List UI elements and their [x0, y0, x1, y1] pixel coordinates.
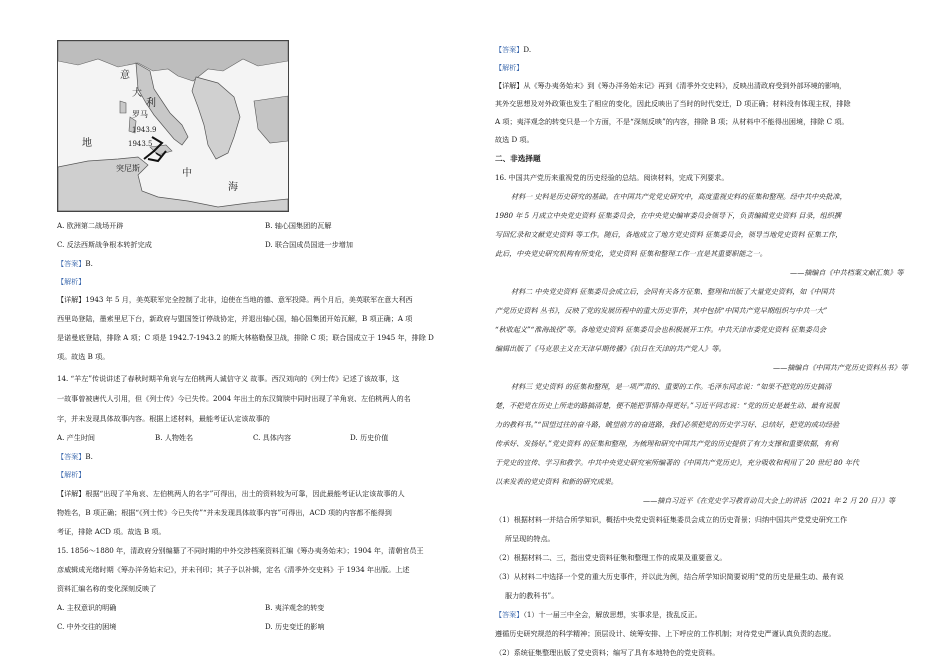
answer-tag: 【答案】 [57, 259, 86, 268]
q13-detail-line: 项。故选 B 项。 [57, 352, 110, 361]
material-1-source: ——摘编自《中共档案文献汇集》等 [790, 268, 904, 277]
q16-question-line: （1）根据材料一并结合所学知识，概括中央党史资料征集委员会成立的历史背景；归纳中国共产党党史研究工作 [495, 515, 848, 524]
q14-option-c: C. 具体内容 [253, 433, 292, 442]
material-2-line: 产党历史资料 丛书》，反映了党的发展历程中的重大历史事件，其中包括“中国共产党早期组织与中共一大” [495, 306, 828, 315]
q13-answer-value: B [85, 259, 91, 268]
q16-answer-line: 遵循历史研究规范的科学精神；顶层设计、统筹安排、上下呼应的工作机制；对待党史严谨认真负责的态度。 [495, 629, 836, 638]
map-label-di: 地 [82, 138, 92, 149]
map-label-rome: 罗马 [132, 110, 148, 119]
q14-detail-line: 考证，排除 ACD 项。故选 B 项。 [57, 527, 166, 536]
material-1-line: 1980 年 5 月成立中央党史资料 征集委员会，在中央党史编审委员会领导下，负责编辑党史资料 目录，组织撰 [495, 211, 841, 220]
material-3-line: 材料三 党史资料 的征集和整理，是一项严肃的、重要的工作。毛泽东同志说：“如果不把党的历史搞清 [511, 382, 832, 391]
q13-option-a: A. 欧洲第二战场开辟 [57, 221, 124, 230]
q13-detail-line: 是诺曼底登陆，排除 A 项；C 项是 1942.7-1943.2 的斯大林格勒保卫战，排除 C 项；联合国成立于 1945 年，排除 D [57, 333, 434, 342]
map-label-li: 利 [146, 98, 156, 109]
q14-stem-line: 一故事曾被唐代人引用，但《列士传》今已失传。2004 年出土的东汉简牍中同时出现了羊角哀、左伯桃两人的名 [57, 394, 411, 403]
q13-detail-line: 【详解】1943 年 5 月，美英联军完全控制了北非，迫使在当地的德、意军投降。两个月后，美英联军在意大利西 [57, 295, 413, 304]
q14-option-b: B. 人物姓名 [155, 433, 194, 442]
q13-option-d: D. 联合国成员国进一步增加 [265, 240, 353, 249]
material-2-line: 材料二 中央党史资料 征集委员会成立后，会同有关各方征集、整理和出版了大量党史资料，如《中国共 [511, 287, 835, 296]
material-2-line: “秋收起义”“淮海战役”等。各地党史资料 征集委员会也积极展开工作。中共天津市委党史资料 征集委员会 [495, 325, 827, 334]
q16-answer [495, 611, 702, 618]
q14-option-d: D. 历史价值 [350, 433, 389, 442]
q16-question-line: 服力的教科书”。 [505, 591, 559, 600]
q13-option-c: C. 反法西斯战争根本转折完成 [57, 240, 152, 249]
q14-stem-line: 14. “羊左”传说讲述了春秋时期羊角哀与左伯桃两人诚信守义 故事。西汉刘向的《列士传》记述了该故事，这 [57, 374, 400, 383]
q15-option-c: C. 中外交往的困境 [57, 622, 117, 631]
q14-analysis-tag: 【解析】 [57, 470, 86, 479]
map-label-tunisia: 突尼斯 [116, 164, 140, 173]
answer-tag: 【答案】 [57, 452, 86, 461]
q14-stem-line: 字，并未发现具体故事内容。根据上述材料，最能考证认定该故事的 [57, 414, 270, 423]
material-1-line: 写回忆录和文献党史资料 等工作。随后，各地成立了地方党史资料 征集委员会，领导当地党史资料 征集工作， [495, 230, 843, 239]
q15-answer-value: D [523, 45, 529, 54]
section-heading: 二、非选择题 [495, 154, 541, 163]
map-drawing [58, 41, 288, 211]
map-label-date-1943-5: 1943.5 [128, 140, 153, 148]
map-label-yi: 意 [120, 70, 130, 81]
q16-answer-part1: （1）十一届三中全会，解放思想，实事求是，拨乱反正。 [523, 610, 702, 619]
q13-option-b: B. 轴心国集团的瓦解 [265, 221, 332, 230]
q15-option-d: D. 历史变迁的影响 [265, 622, 325, 631]
map-label-date-1943-9: 1943.9 [132, 126, 157, 134]
q16-answer-line: （2）系统征集整理出版了党史资料；编写了具有本地特色的党史资料。 [495, 648, 720, 657]
q13-answer: 【答案】B. [57, 259, 93, 268]
material-1-line: 材料一 史料是历史研究的基础。在中国共产党党史研究中，高度重视史料的征集和整理。经中共中央批准， [511, 192, 847, 201]
material-2-line: 编辑出版了《马克思主义在天津早期传播》《抗日在天津的共产党人》等。 [495, 344, 726, 353]
q15-analysis-tag: 【解析】 [495, 63, 524, 72]
historical-map [57, 40, 289, 212]
q14-answer: 【答案】B. [57, 452, 93, 461]
q15-option-b: B. 夷洋观念的转变 [265, 603, 325, 612]
q15-detail-line: A 项；夷洋观念的转变只是一个方面，不是“深刻反映”的内容，排除 B 项；从材料中不能得出困境，排除 C 项。 [495, 117, 849, 126]
map-label-hai: 海 [228, 182, 238, 193]
map-label-da: 大 [132, 88, 142, 99]
q15-detail-line: 【详解】从《筹办夷务始末》到《筹办洋务始末记》再到《清季外交史料》，反映出清政府受到外部环境的影响， [495, 81, 847, 90]
q15-stem-line: 15. 1856～1880 年，清政府分别编纂了不同时期的中外交涉档案资料汇编《筹办夷务始末》；1904 年，清朝官员王 [57, 546, 424, 555]
material-3-source: ——摘自习近平《在党史学习教育动员大会上的讲话（2021 年 2 月 20 日）》等 [643, 496, 896, 505]
material-3-line: 力的教科书。”“回望过往的奋斗路，眺望前方的奋进路，我们必须把党的历史学习好、总结好，把党的成功经验 [495, 420, 840, 429]
answer-tag: 【答案】 [495, 45, 524, 54]
material-3-line: 以来发表的党史资料 和新的研究成果。 [495, 477, 618, 486]
material-3-line: 楚，不把党在历史上所走的路搞清楚，便不能把事情办得更好。”习近平同志说：“党的历史是最生动、最有说服 [495, 401, 840, 410]
q15-detail-line: 其外交思想及对外政策也发生了相应的变化，因此反映出了当时的时代变迁，D 项正确；材料没有体现主权，排除 [495, 99, 851, 108]
q13-detail-line: 西里岛登陆，墨索里尼下台，新政府与盟国签订停战协定，并退出轴心国，轴心国集团开始瓦解，B 项正确；A 项 [57, 314, 413, 323]
q13-analysis-tag: 【解析】 [57, 277, 86, 286]
material-3-line: 传承好、发扬好。”党史资料 的征集和整理，为梳理和研究中国共产党的历史提供了有力支撑和重要依据，有利 [495, 439, 838, 448]
q14-answer-value: B [85, 452, 91, 461]
material-2-source: ——摘编自《中国共产党历史资料丛书》等 [773, 363, 908, 372]
q14-detail-line: 【详解】根据“出现了羊角哀、左伯桃两人的名字”可得出，出土的资料较为可靠，因此最能考证认定该故事的人 [57, 489, 405, 498]
material-3-line: 于党史的宣传、学习和教学。中共中央党史研究室所编著的《中国共产党历史》，充分吸收和利用了 20 世纪 80 年代 [495, 458, 860, 467]
q15-option-a: A. 主权意识的明确 [57, 603, 117, 612]
map-label-zhong: 中 [182, 168, 192, 179]
q16-stem: 16. 中国共产党历来重视党的历史经验的总结。阅读材料，完成下列要求。 [495, 173, 729, 182]
q15-answer: 【答案】D. [495, 45, 532, 54]
q16-question-line: 所呈现的特点。 [505, 534, 555, 543]
q14-detail-line: 物姓名，B 项正确；根据“《列士传》今已失传”“并未发现具体故事内容”可得出，ACD 项的内容都不能得到 [57, 508, 392, 517]
q15-stem-line: 彦威辑成光绪时期《筹办洋务始末记》，并未刊印；其子予以补辑，定名《清季外交史料》于 1934 年出版。上述 [57, 565, 410, 574]
q15-detail-line: 故选 D 项。 [495, 135, 534, 144]
q16-question-line: （2）根据材料二、三，指出党史资料征集和整理工作的成果及重要意义。 [495, 553, 727, 562]
q16-question-line: （3）从材料二中选择一个党的重大历史事件，并以此为例，结合所学知识简要说明“党的历史是最生动、最有说 [495, 572, 844, 581]
q14-option-a: A. 产生时间 [57, 433, 96, 442]
answer-tag: 【答案】 [495, 610, 524, 619]
q15-stem-line: 资料汇编名称的变化深刻反映了 [57, 584, 157, 593]
material-1-line: 此后，中央党史研究机构有所变化，党史资料 征集和整理工作一直是其重要职能之一。 [495, 249, 767, 258]
